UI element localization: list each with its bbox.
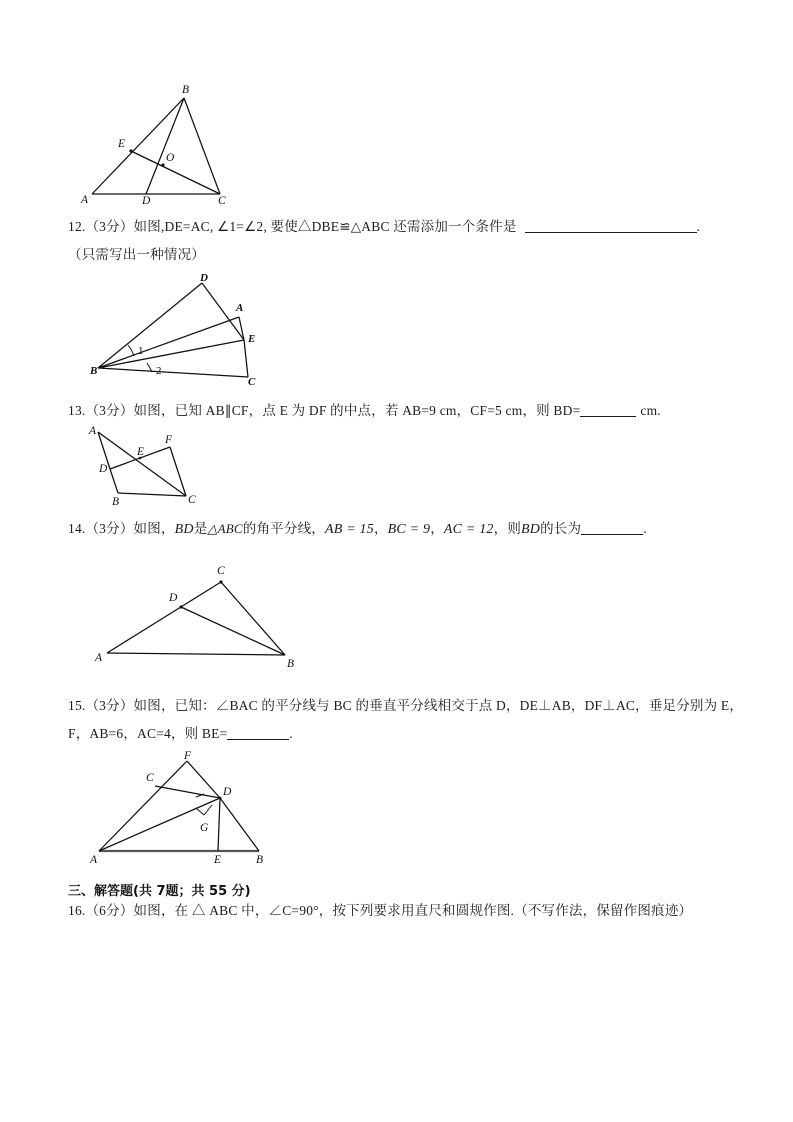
point-o-dot xyxy=(161,163,164,166)
question-14-math-bd-1: BD xyxy=(174,522,194,537)
section-heading: 三、解答题(共 7题；共 55 分) xyxy=(68,884,251,899)
figure-q11 xyxy=(78,84,263,206)
question-12-period: . xyxy=(696,219,701,234)
figure-q14-label-d: D xyxy=(169,592,178,604)
figure-q12-angle-label-1: 1 xyxy=(138,345,144,357)
segment-ab xyxy=(92,98,184,194)
figure-q12-label-b: B xyxy=(90,365,98,377)
figure-q14-label-c: C xyxy=(217,565,225,577)
question-14-text-mid-3: 则 xyxy=(507,521,522,536)
figure-q14 xyxy=(95,555,310,673)
segment-db xyxy=(220,798,259,851)
segment-db xyxy=(110,469,118,493)
question-14-sep-2: ， xyxy=(430,521,444,536)
point-d-dot xyxy=(179,605,182,608)
figure-q15-label-a: A xyxy=(90,854,98,866)
question-14-math-ac: AC = 12 xyxy=(443,522,494,537)
question-12-points: （3分） xyxy=(85,219,134,234)
question-14-text-after: 的长为 xyxy=(540,521,582,536)
figure-q11-label-e: E xyxy=(118,138,126,150)
question-13-text: 如图，已知 AB∥CF，点 E 为 DF 的中点，若 AB=9 cm，CF=5 cm，则 BD= xyxy=(133,403,581,418)
question-14-line xyxy=(68,518,647,541)
question-13-number: 13. xyxy=(68,403,86,418)
figure-q12 xyxy=(90,272,265,393)
perp-tick-1 xyxy=(204,805,212,815)
figure-q13-label-d: D xyxy=(99,463,108,475)
question-14-number: 14. xyxy=(68,521,86,536)
question-12-line-2: （只需写出一种情况） xyxy=(68,247,205,262)
figure-q13 xyxy=(85,426,220,508)
segment-be xyxy=(98,340,244,368)
question-16-points: （6分） xyxy=(85,903,134,918)
question-12-line-1 xyxy=(68,216,768,238)
question-14-period: . xyxy=(643,521,647,536)
point-c-dot xyxy=(219,580,222,583)
figure-q12-label-a: A xyxy=(236,302,244,314)
figure-q14-label-a: A xyxy=(95,652,103,664)
figure-q12-label-c: C xyxy=(248,376,256,388)
segment-db xyxy=(181,607,285,655)
question-15-line-2 xyxy=(68,723,293,745)
question-14-math-bd-2: BD xyxy=(521,522,541,537)
figure-q14-label-b: B xyxy=(287,658,295,670)
segment-fc xyxy=(170,447,186,496)
question-14-math-bc: BC = 9 xyxy=(387,522,431,537)
figure-q11-label-b: B xyxy=(182,84,190,96)
figure-q11-label-o: O xyxy=(166,152,175,164)
question-12-number: 12. xyxy=(68,219,86,234)
question-14-text-mid-1: 是 xyxy=(193,521,208,536)
question-14-text-before: 如图， xyxy=(133,521,175,536)
segment-ba xyxy=(98,317,239,368)
figure-q15 xyxy=(90,750,275,866)
figure-q15-label-b: B xyxy=(256,854,264,866)
question-14-math-ab: AB = 15 xyxy=(324,522,374,537)
question-13-points: （3分） xyxy=(85,403,134,418)
question-15-answer-blank[interactable] xyxy=(227,726,289,740)
question-14-points: （3分） xyxy=(85,521,134,536)
question-14-answer-blank[interactable] xyxy=(581,521,643,535)
figure-q13-label-e: E xyxy=(137,446,145,458)
figure-q13-label-c: C xyxy=(188,494,196,506)
question-16-text: 如图，在 △ ABC 中，∠C=90°，按下列要求用直尺和圆规作图.（不写作法，保留作图痕迹） xyxy=(133,903,693,918)
question-14-sep-1: ， xyxy=(373,521,388,536)
figure-q11-label-c: C xyxy=(218,195,226,207)
figure-q15-label-g: G xyxy=(200,822,209,834)
point-d-dot xyxy=(219,797,222,800)
perp-tick-2 xyxy=(196,808,204,815)
segment-ac xyxy=(98,432,186,496)
question-15-number: 15. xyxy=(68,698,86,713)
figure-q12-angle-label-2: 2 xyxy=(156,365,162,377)
figure-q15-label-f: F xyxy=(184,750,192,762)
question-15-period: . xyxy=(289,726,293,741)
question-12-text: 如图,DE=AC, ∠1=∠2, 要使△DBE≌△ABC 还需添加一个条件是 xyxy=(133,219,517,234)
question-16-line xyxy=(68,900,692,922)
figure-q13-label-f: F xyxy=(165,434,173,446)
figure-q15-label-d: D xyxy=(223,786,232,798)
figure-q13-label-b: B xyxy=(112,496,120,508)
segment-af xyxy=(99,761,187,851)
question-16-number: 16. xyxy=(68,903,86,918)
figure-q15-label-e: E xyxy=(214,854,222,866)
question-14-text-mid-2: 的角平分线， xyxy=(242,521,325,536)
segment-ab xyxy=(107,653,285,655)
question-15-line-1 xyxy=(68,695,743,717)
figure-q13-label-a: A xyxy=(89,425,97,437)
point-e-dot xyxy=(129,149,132,152)
question-12-answer-blank[interactable] xyxy=(525,219,697,233)
figure-q12-label-d: D xyxy=(200,272,208,284)
segment-bc xyxy=(118,493,186,496)
segment-de xyxy=(218,798,220,851)
question-15-text-2: F，AB=6，AC=4，则 BE= xyxy=(68,726,228,741)
figure-q15-label-c: C xyxy=(146,772,154,784)
question-14-sep-3: ， xyxy=(493,521,508,536)
figure-q12-label-e: E xyxy=(248,333,256,345)
question-15-points: （3分） xyxy=(85,698,134,713)
segment-bc xyxy=(98,368,248,377)
question-13-answer-blank[interactable] xyxy=(580,403,636,417)
segment-ec xyxy=(244,340,248,377)
segment-bd xyxy=(146,98,184,194)
angle-arc-1 xyxy=(128,345,134,356)
figure-q11-label-d: D xyxy=(142,195,151,207)
question-13-unit: cm. xyxy=(640,403,661,418)
question-14-math-triangle-abc: △ABC xyxy=(207,521,243,536)
segment-cb xyxy=(221,582,285,655)
segment-bd xyxy=(98,283,202,368)
question-13-line xyxy=(68,400,661,422)
figure-q11-label-a: A xyxy=(81,194,89,206)
question-15-text-1: 如图，已知：∠BAC 的平分线与 BC 的垂直平分线相交于点 D，DE⊥AB，DF⊥AC，垂足分别为 E， xyxy=(133,698,744,713)
